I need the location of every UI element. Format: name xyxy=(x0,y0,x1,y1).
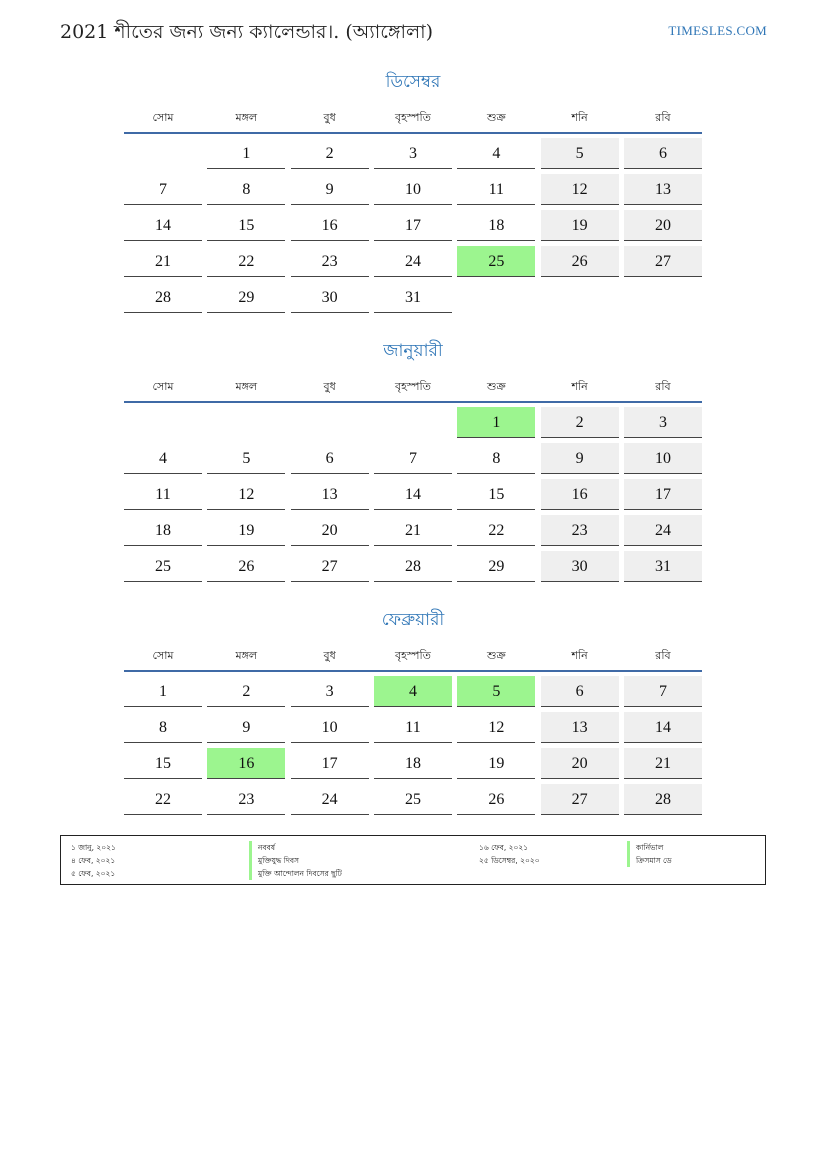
day-cell: 23 xyxy=(207,784,285,815)
day-cell: 7 xyxy=(124,174,202,205)
weekday-label: বৃহস্পতি xyxy=(395,380,431,393)
day-cell: 13 xyxy=(541,712,619,743)
day-cell: 25 xyxy=(457,246,535,277)
month-title: ফেব্রুয়ারী xyxy=(381,610,445,630)
empty-day-cell xyxy=(374,407,452,438)
day-cell: 22 xyxy=(207,246,285,277)
weekday-label: শুক্র xyxy=(486,111,506,124)
day-cell: 8 xyxy=(207,174,285,205)
week-row xyxy=(124,443,702,479)
week-row xyxy=(124,174,702,210)
day-cell: 1 xyxy=(457,407,535,438)
day-cell: 9 xyxy=(207,712,285,743)
week-row xyxy=(124,515,702,551)
day-cell: 5 xyxy=(457,676,535,707)
week-row xyxy=(124,712,702,748)
day-cell: 23 xyxy=(541,515,619,546)
legend-holiday-name: নববর্ষ xyxy=(249,841,342,854)
day-cell: 26 xyxy=(207,551,285,582)
weekday-label: শনি xyxy=(571,649,588,662)
weekday-header-row xyxy=(124,104,702,134)
day-cell: 21 xyxy=(124,246,202,277)
weekday-label: শুক্র xyxy=(486,380,506,393)
day-cell: 28 xyxy=(624,784,702,815)
site-link[interactable]: TIMESLES.COM xyxy=(668,23,767,38)
day-cell: 31 xyxy=(624,551,702,582)
week-row xyxy=(124,246,702,282)
legend-names-left xyxy=(249,841,342,880)
day-cell: 8 xyxy=(124,712,202,743)
week-row xyxy=(124,748,702,784)
weekday-label: শুক্র xyxy=(486,649,506,662)
weekday-label: মঙ্গল xyxy=(235,111,258,124)
day-cell: 9 xyxy=(541,443,619,474)
weekday-header-row xyxy=(124,373,702,403)
day-cell: 16 xyxy=(541,479,619,510)
day-cell: 1 xyxy=(124,676,202,707)
week-row xyxy=(124,676,702,712)
day-cell: 24 xyxy=(624,515,702,546)
day-cell: 16 xyxy=(207,748,285,779)
weekday-label: সোম xyxy=(152,380,174,393)
day-cell: 12 xyxy=(457,712,535,743)
day-cell: 17 xyxy=(291,748,369,779)
day-cell: 29 xyxy=(207,282,285,313)
day-cell: 28 xyxy=(374,551,452,582)
weekday-label: রবি xyxy=(655,380,671,393)
week-row xyxy=(124,479,702,515)
day-cell: 15 xyxy=(457,479,535,510)
day-cell: 25 xyxy=(124,551,202,582)
weekday-label: মঙ্গল xyxy=(235,380,258,393)
day-cell: 5 xyxy=(207,443,285,474)
legend-names-right xyxy=(627,841,672,867)
day-cell: 31 xyxy=(374,282,452,313)
day-cell: 11 xyxy=(457,174,535,205)
week-row xyxy=(124,210,702,246)
week-row xyxy=(124,784,702,820)
day-cell: 4 xyxy=(457,138,535,169)
weekday-label: বৃহস্পতি xyxy=(395,649,431,662)
day-cell: 20 xyxy=(291,515,369,546)
day-cell: 3 xyxy=(624,407,702,438)
weekday-label: রবি xyxy=(655,649,671,662)
empty-day-cell xyxy=(291,407,369,438)
day-cell: 11 xyxy=(374,712,452,743)
day-cell: 7 xyxy=(374,443,452,474)
weeks-grid xyxy=(124,407,702,587)
weekday-header-row xyxy=(124,642,702,672)
week-row xyxy=(124,282,702,318)
day-cell: 13 xyxy=(624,174,702,205)
week-row xyxy=(124,551,702,587)
day-cell: 14 xyxy=(624,712,702,743)
day-cell: 30 xyxy=(541,551,619,582)
weekday-label: শনি xyxy=(571,380,588,393)
day-cell: 7 xyxy=(624,676,702,707)
weekday-label: বুধ xyxy=(323,649,336,662)
day-cell: 14 xyxy=(124,210,202,241)
legend-date: ১ জানু, ২০২১ xyxy=(71,843,116,852)
day-cell: 8 xyxy=(457,443,535,474)
month-title: জানুয়ারী xyxy=(383,341,443,361)
day-cell: 1 xyxy=(207,138,285,169)
day-cell: 12 xyxy=(207,479,285,510)
day-cell: 2 xyxy=(541,407,619,438)
holiday-legend xyxy=(60,835,766,885)
day-cell: 18 xyxy=(457,210,535,241)
legend-dates-left xyxy=(71,841,116,880)
day-cell: 17 xyxy=(374,210,452,241)
day-cell: 29 xyxy=(457,551,535,582)
day-cell: 24 xyxy=(291,784,369,815)
day-cell: 10 xyxy=(291,712,369,743)
weeks-grid xyxy=(124,138,702,318)
legend-dates-right xyxy=(479,841,540,867)
day-cell: 12 xyxy=(541,174,619,205)
day-cell: 17 xyxy=(624,479,702,510)
empty-day-cell xyxy=(207,407,285,438)
day-cell: 26 xyxy=(457,784,535,815)
month-block xyxy=(124,70,702,318)
day-cell: 18 xyxy=(374,748,452,779)
day-cell: 4 xyxy=(124,443,202,474)
day-cell: 14 xyxy=(374,479,452,510)
month-block xyxy=(124,339,702,587)
weekday-label: সোম xyxy=(152,111,174,124)
day-cell: 11 xyxy=(124,479,202,510)
legend-holiday-name: মুক্তিযুদ্ধ দিবস xyxy=(249,854,342,867)
weekday-label: বুধ xyxy=(323,380,336,393)
week-row xyxy=(124,138,702,174)
day-cell: 27 xyxy=(291,551,369,582)
day-cell: 10 xyxy=(374,174,452,205)
weekday-label: বৃহস্পতি xyxy=(395,111,431,124)
day-cell: 9 xyxy=(291,174,369,205)
day-cell: 10 xyxy=(624,443,702,474)
empty-day-cell xyxy=(457,282,535,313)
week-row xyxy=(124,407,702,443)
day-cell: 6 xyxy=(291,443,369,474)
weekday-label: শনি xyxy=(571,111,588,124)
weekday-label: বুধ xyxy=(323,111,336,124)
page-title: 2021 শীতের জন্য জন্য ক্যালেন্ডার।. (অ্যাঙ্গোলা) xyxy=(60,21,434,43)
day-cell: 25 xyxy=(374,784,452,815)
day-cell: 27 xyxy=(624,246,702,277)
empty-day-cell xyxy=(624,282,702,313)
day-cell: 21 xyxy=(624,748,702,779)
day-cell: 30 xyxy=(291,282,369,313)
day-cell: 4 xyxy=(374,676,452,707)
day-cell: 19 xyxy=(207,515,285,546)
empty-day-cell xyxy=(124,138,202,169)
legend-date: ১৬ ফেব, ২০২১ xyxy=(479,843,529,852)
day-cell: 2 xyxy=(291,138,369,169)
day-cell: 22 xyxy=(457,515,535,546)
day-cell: 3 xyxy=(374,138,452,169)
day-cell: 21 xyxy=(374,515,452,546)
day-cell: 5 xyxy=(541,138,619,169)
day-cell: 28 xyxy=(124,282,202,313)
weeks-grid xyxy=(124,676,702,820)
day-cell: 16 xyxy=(291,210,369,241)
legend-date: ৪ ফেব, ২০২১ xyxy=(71,856,116,865)
day-cell: 18 xyxy=(124,515,202,546)
month-block xyxy=(124,608,702,820)
month-title: ডিসেম্বর xyxy=(385,72,441,92)
day-cell: 2 xyxy=(207,676,285,707)
day-cell: 27 xyxy=(541,784,619,815)
day-cell: 15 xyxy=(207,210,285,241)
day-cell: 20 xyxy=(624,210,702,241)
legend-holiday-name: ক্রিসমাস ডে xyxy=(627,854,672,867)
day-cell: 22 xyxy=(124,784,202,815)
weekday-label: রবি xyxy=(655,111,671,124)
empty-day-cell xyxy=(541,282,619,313)
empty-day-cell xyxy=(124,407,202,438)
weekday-label: সোম xyxy=(152,649,174,662)
day-cell: 26 xyxy=(541,246,619,277)
legend-date: ৫ ফেব, ২০২১ xyxy=(71,869,116,878)
day-cell: 6 xyxy=(624,138,702,169)
day-cell: 15 xyxy=(124,748,202,779)
weekday-label: মঙ্গল xyxy=(235,649,258,662)
day-cell: 20 xyxy=(541,748,619,779)
day-cell: 19 xyxy=(541,210,619,241)
day-cell: 19 xyxy=(457,748,535,779)
legend-holiday-name: কার্নিভাল xyxy=(627,841,672,854)
day-cell: 6 xyxy=(541,676,619,707)
day-cell: 13 xyxy=(291,479,369,510)
legend-holiday-name: মুক্তি আন্দোলন দিবসের ছুটি xyxy=(249,867,342,880)
day-cell: 3 xyxy=(291,676,369,707)
day-cell: 23 xyxy=(291,246,369,277)
day-cell: 24 xyxy=(374,246,452,277)
legend-date: ২৫ ডিসেম্বর, ২০২০ xyxy=(479,856,540,865)
